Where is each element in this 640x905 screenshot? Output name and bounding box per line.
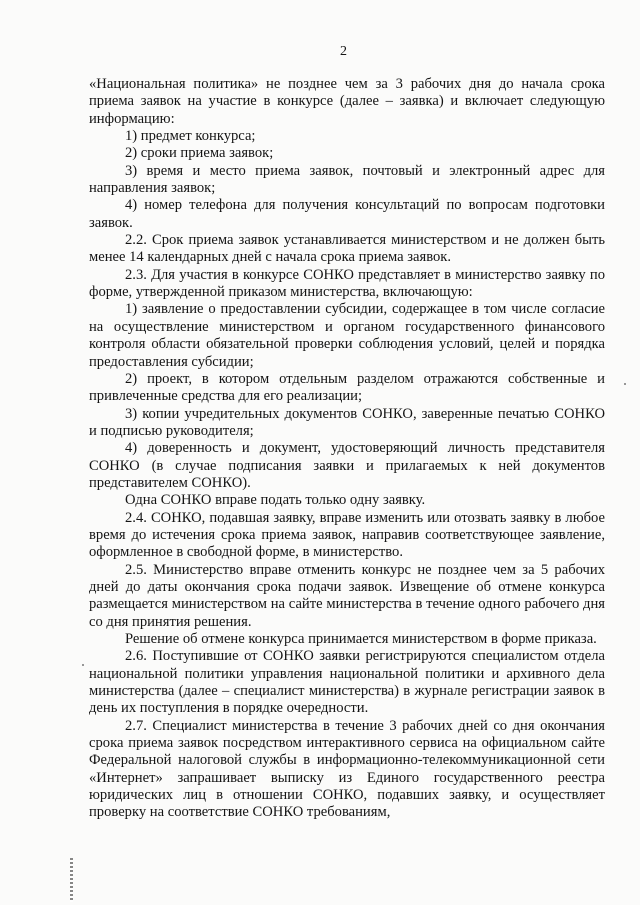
paragraph-one-application: Одна СОНКО вправе подать только одну заявку. [125, 492, 426, 509]
paragraph-2-3: 2.3. Для участия в конкурсе СОНКО представляет в министерство заявку по форме, утвержденной приказом министерства, включающую: [89, 266, 605, 301]
scan-edge-mark [70, 858, 73, 902]
paragraph-2-6: 2.6. Поступившие от СОНКО заявки регистрируются специалистом отдела национальной политики управления национальной политики и архивного дела министерства (далее – специалист министерства) в журнале регистрации заявок в день их поступления в порядке очередности. [89, 648, 605, 717]
scan-speck [624, 383, 626, 385]
list-item-application: 1) заявление о предоставлении субсидии, содержащее в том числе согласие на осуществление министерством и органом государственного финансового контроля области обязательной проверки соблюдения условий, целей и порядка предоставления субсидии; [89, 301, 605, 370]
paragraph-cancellation-decision: Решение об отмене конкурса принимается министерством в форме приказа. [125, 631, 597, 647]
list-item-phone: 4) номер телефона для получения консультаций по вопросам подготовки заявок. [89, 197, 605, 231]
list-item-place-address: 3) время и место приема заявок, почтовый и электронный адрес для направления заявок; [89, 162, 605, 197]
list-item-charter-copies: 3) копии учредительных документов СОНКО, заверенные печатью СОНКО и подписью руководителя; [89, 405, 605, 439]
paragraph-intro-continuation: «Национальная политика» не позднее чем за 3 рабочих дня до начала срока приема заявок на участие в конкурсе (далее – заявка) и включает следующую информацию: [89, 76, 605, 127]
scan-speck [82, 664, 84, 666]
list-item-deadlines: 2) сроки приема заявок; [125, 145, 274, 162]
paragraph-2-4: 2.4. СОНКО, подавшая заявку, вправе изменить или отозвать заявку в любое время до истечения срока приема заявок, направив соответствующее заявление, оформленное в свободной форме, в министерство. [89, 509, 605, 561]
paragraph-2-2: 2.2. Срок приема заявок устанавливается министерством и не должен быть менее 14 календарных дней с начала срока приема заявок. [89, 232, 605, 266]
page-number: 2 [340, 44, 347, 59]
list-item-subject: 1) предмет конкурса; [125, 128, 256, 145]
document-body [89, 76, 605, 822]
paragraph-2-7: 2.7. Специалист министерства в течение 3 рабочих дней со дня окончания срока приема заявок посредством интерактивного сервиса на официальном сайте Федеральной налоговой службы в информационно-телекоммуникационной сети «Интернет» запрашивает выписку из Единого государственного реестра юридических лиц в отношении СОНКО, подавших заявку, и осуществляет проверку на соответствие СОНКО требованиям, [89, 717, 605, 821]
list-item-power-of-attorney: 4) доверенность и документ, удостоверяющий личность представителя СОНКО (в случае подписания заявки и прилагаемых к ней документов представителем СОНКО). [89, 440, 605, 491]
paragraph-2-5: 2.5. Министерство вправе отменить конкурс не позднее чем за 5 рабочих дней до даты окончания срока подачи заявок. Извещение об отмене конкурса размещается министерством на сайте министерства в течение одного рабочего дня со дня принятия решения. [89, 561, 605, 630]
list-item-project: 2) проект, в котором отдельным разделом отражаются собственные и привлеченные средства для его реализации; [89, 370, 605, 405]
